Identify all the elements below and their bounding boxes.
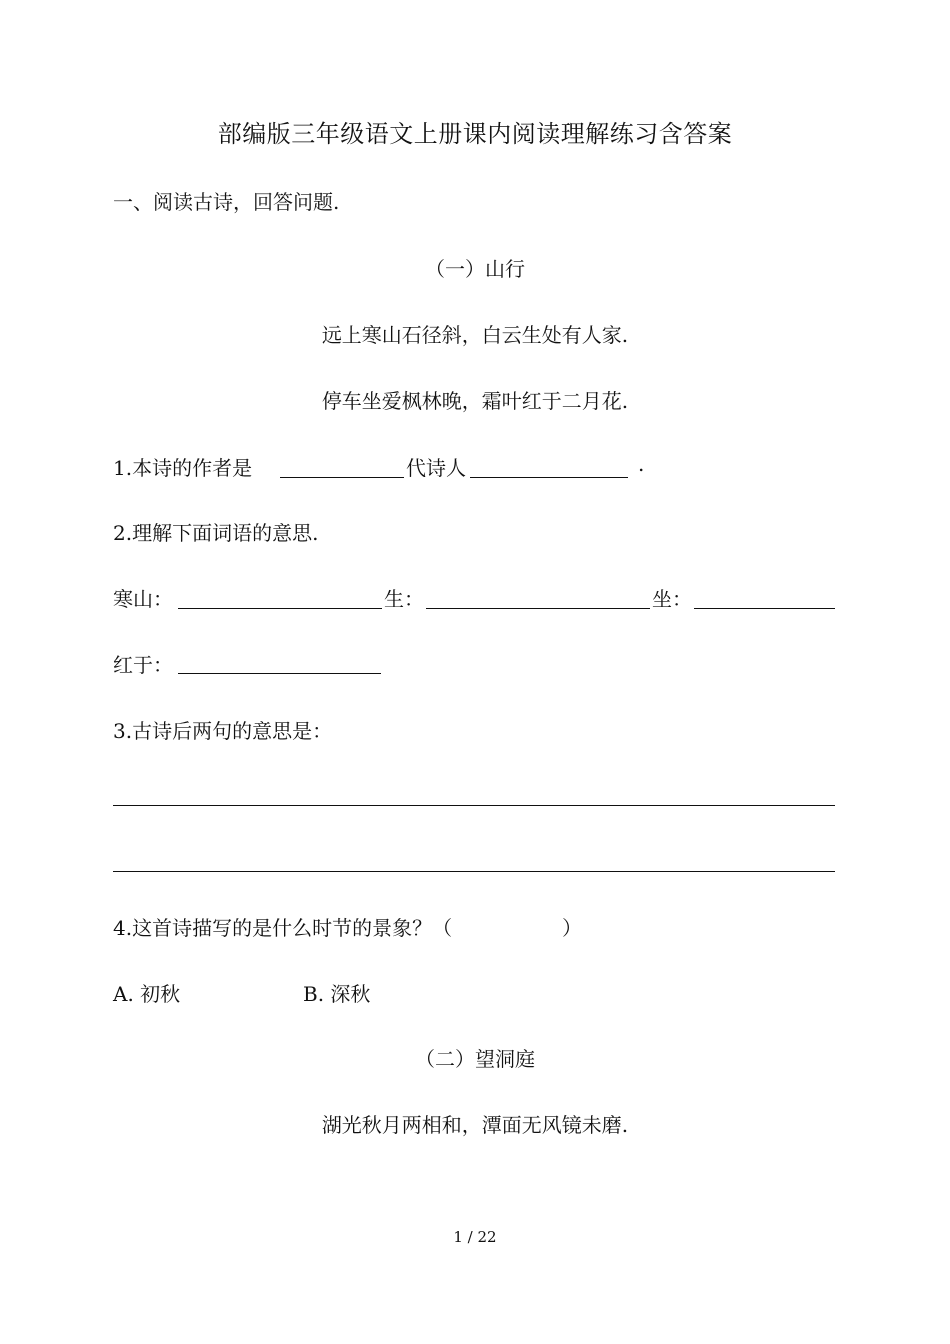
q3-text: 3.古诗后两句的意思是： <box>113 719 333 743</box>
section-heading: 一、阅读古诗，回答问题. <box>113 190 340 214</box>
q4-option-a: A. 初秋 <box>113 982 181 1006</box>
q3-answer-line-1[interactable] <box>113 805 835 806</box>
q1-answer-line-poet[interactable] <box>470 477 628 478</box>
q4-text: 4.这首诗描写的是什么时节的景象？（ <box>113 916 453 940</box>
poem1-line1: 远上寒山石径斜，白云生处有人家. <box>321 323 629 347</box>
q4-option-b: B. 深秋 <box>303 982 371 1006</box>
q1-answer-line-dynasty[interactable] <box>280 477 404 478</box>
q2-answer-line-1[interactable] <box>178 608 382 609</box>
q2-answer-line-3[interactable] <box>694 608 835 609</box>
document-title: 部编版三年级语文上册课内阅读理解练习含答案 <box>217 120 733 148</box>
q1-middle: 代诗人 <box>406 456 466 480</box>
q2-term2: 生： <box>384 587 424 611</box>
q3-answer-line-2[interactable] <box>113 871 835 872</box>
poem2-heading: （二）望洞庭 <box>415 1047 535 1071</box>
page-number: 1 / 22 <box>453 1228 497 1246</box>
q4-close: ） <box>562 916 582 940</box>
poem1-heading: （一）山行 <box>425 257 525 281</box>
q2-term4: 红于： <box>113 653 173 677</box>
q2-term1: 寒山： <box>113 587 173 611</box>
q2-term3: 坐： <box>652 587 692 611</box>
poem1-line2: 停车坐爱枫林晚，霜叶红于二月花. <box>321 389 629 413</box>
q1-end: . <box>638 452 645 476</box>
q1-prefix: 1.本诗的作者是 <box>113 456 253 480</box>
q2-answer-line-2[interactable] <box>426 608 650 609</box>
q2-text: 2.理解下面词语的意思. <box>113 521 319 545</box>
q2-answer-line-4[interactable] <box>178 673 381 674</box>
poem2-line1: 湖光秋月两相和，潭面无风镜未磨. <box>321 1113 629 1137</box>
